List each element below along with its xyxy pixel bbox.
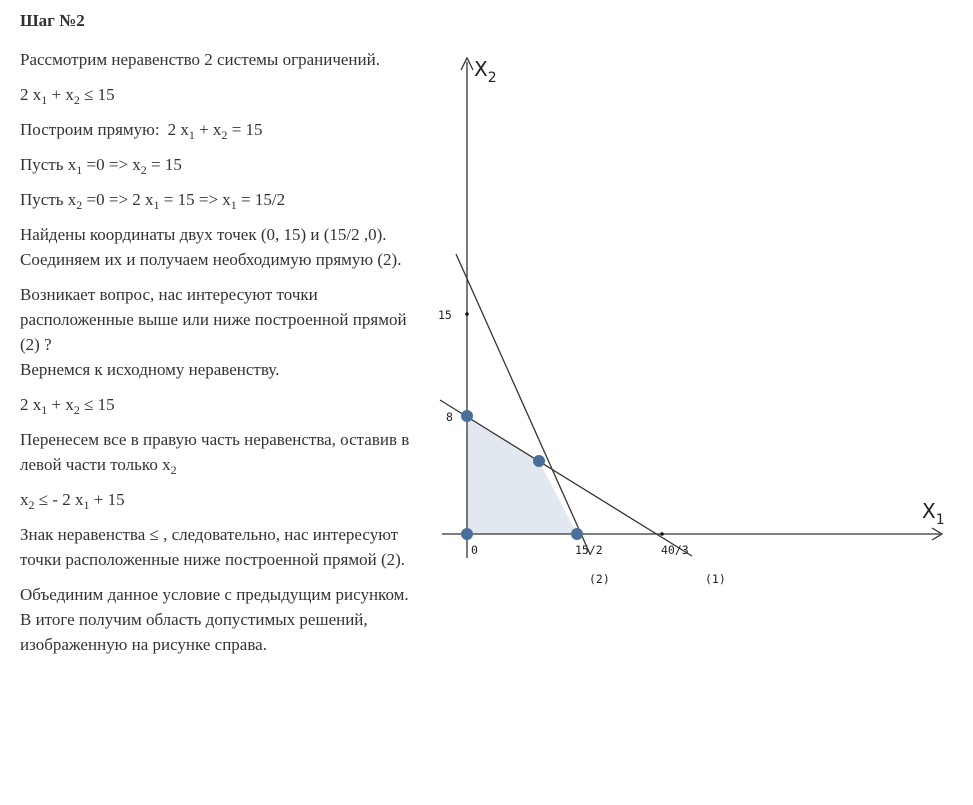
paragraph-conclusion: Объединим данное условие с предыдущим рисунком. В итоге получим область допустимых решений, изображенную на рисунке справа. — [20, 585, 409, 654]
paragraph-transfer: Перенесем все в правую часть неравенства, оставив в левой части только $x_2$ — [20, 430, 410, 477]
y-axis-name: $X_2$ — [474, 57, 497, 86]
paragraph-points-found: Найдены координаты двух точек (0, 15) и (15/2 ,0). Соединяем их и получаем необходимую прямую (2). — [20, 225, 402, 269]
tick-y15 — [465, 312, 469, 316]
point-x2-zero: Пусть $x_2 =0 => 2$ $x_1 = 15 => x_1 = 15/2$ — [20, 190, 286, 212]
vertex-point — [571, 528, 583, 540]
vertex-point — [461, 410, 473, 422]
inequality-original: 2 $x_1 + x_2 \le 15$ — [20, 85, 115, 107]
inequality-solved: $x_2$ ≤ - 2 $x_1 + 15$ — [20, 490, 125, 512]
step-title: Шаг №2 — [20, 11, 85, 30]
paragraph-sign: Знак неравенства ≤ , следовательно, нас интересуют точки расположенные ниже построенной прямой (2). — [20, 525, 406, 569]
x-axis-name: $X_1$ — [922, 499, 945, 528]
label-y15: 15 — [438, 308, 452, 322]
explanation-column — [20, 8, 420, 667]
inequality-repeat: 2 $x_1 + x_2 \le 15$ — [20, 395, 115, 417]
label-line-1: (1) — [705, 572, 726, 586]
vertex-point — [461, 528, 473, 540]
line-equation: Построим прямую: 2 $x_1 + x_2 = 15$ — [20, 120, 263, 142]
label-origin: 0 — [471, 543, 478, 557]
point-x1-zero: Пусть $x_1 =0 => x_2 = 15$ — [20, 155, 182, 177]
label-line-2: (2) — [589, 572, 610, 586]
label-x15-2: 15/2 — [575, 543, 603, 557]
label-x40-3: 40/3 — [661, 543, 689, 557]
feasible-region-diagram — [420, 40, 960, 600]
label-y8: 8 — [446, 410, 453, 424]
vertex-point — [533, 455, 545, 467]
tick-x40-3 — [660, 532, 664, 536]
paragraph-intro: Рассмотрим неравенство 2 системы ограничений. — [20, 50, 380, 69]
paragraph-question: Возникает вопрос, нас интересуют точки расположенные выше или ниже построенной прямой (2) ? Вернемся к исходному неравенству. — [20, 285, 407, 379]
